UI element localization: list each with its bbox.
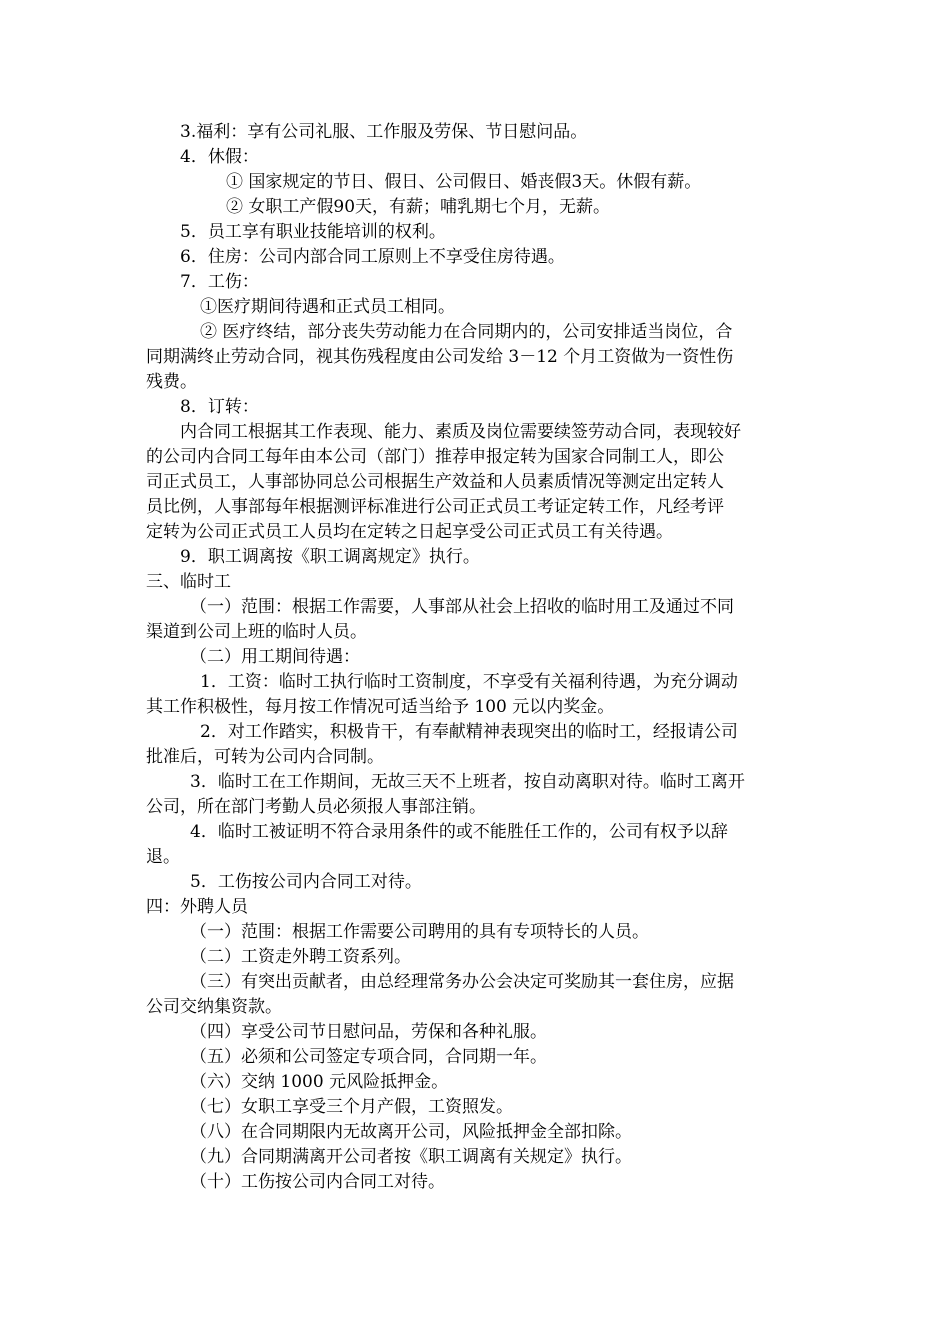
text-line: 4．休假： [180, 147, 259, 167]
text-line: （三）有突出贡献者，由总经理常务办公会决定可奖励其一套住房，应据 [190, 972, 734, 992]
text-line: 批准后，可转为公司内合同制。 [146, 747, 384, 767]
document-body [146, 120, 806, 1195]
text-line: 定转为公司正式员工人员均在定转之日起享受公司正式员工有关待遇。 [146, 522, 673, 542]
text-line: ② 医疗终结，部分丧失劳动能力在合同期内的，公司安排适当岗位，合 [200, 322, 733, 342]
text-line: （一）范围：根据工作需要公司聘用的具有专项特长的人员。 [190, 922, 649, 942]
text-line: 其工作积极性，每月按工作情况可适当给予 100 元以内奖金。 [146, 697, 615, 717]
text-line: 同期满终止劳动合同，视其伤残程度由公司发给 3－12 个月工资做为一资性伤 [146, 347, 734, 367]
text-line: 9．职工调离按《职工调离规定》执行。 [180, 547, 480, 567]
text-line: 退。 [146, 847, 180, 867]
text-line: ② 女职工产假90天，有薪；哺乳期七个月，无薪。 [226, 197, 611, 217]
text-line: （一）范围：根据工作需要，人事部从社会上招收的临时用工及通过不同 [190, 597, 734, 617]
text-line: 司正式员工，人事部协同总公司根据生产效益和人员素质情况等测定出定转人 [146, 472, 724, 492]
text-line: （九）合同期满离开公司者按《职工调离有关规定》执行。 [190, 1147, 632, 1167]
text-line: （十）工伤按公司内合同工对待。 [190, 1172, 445, 1192]
text-line: ①医疗期间待遇和正式员工相同。 [200, 297, 455, 317]
section-heading: 三、临时工 [146, 572, 231, 592]
text-line: 5．员工享有职业技能培训的权利。 [180, 222, 446, 242]
text-line: 7．工伤： [180, 272, 259, 292]
text-line: 员比例，人事部每年根据测评标准进行公司正式员工考证定转工作，凡经考评 [146, 497, 724, 517]
text-line: （七）女职工享受三个月产假，工资照发。 [190, 1097, 513, 1117]
text-line: （二）用工期间待遇： [190, 647, 360, 667]
text-line: （五）必须和公司签定专项合同，合同期一年。 [190, 1047, 547, 1067]
section-heading: 四：外聘人员 [146, 897, 248, 917]
text-line: 1．工资：临时工执行临时工资制度，不享受有关福利待遇，为充分调动 [200, 672, 738, 692]
text-line: 渠道到公司上班的临时人员。 [146, 622, 367, 642]
text-line: 4．临时工被证明不符合录用条件的或不能胜任工作的，公司有权予以辞 [190, 822, 728, 842]
text-line: 残费。 [146, 372, 197, 392]
text-line: （二）工资走外聘工资系列。 [190, 947, 411, 967]
text-line: 5．工伤按公司内合同工对待。 [190, 872, 422, 892]
text-line: （四）享受公司节日慰问品，劳保和各种礼服。 [190, 1022, 547, 1042]
text-line: 3.福利：享有公司礼服、工作服及劳保、节日慰问品。 [180, 122, 588, 142]
text-line: 8．订转： [180, 397, 259, 417]
text-line: 公司，所在部门考勤人员必须报人事部注销。 [146, 797, 486, 817]
text-line: （六）交纳 1000 元风险抵押金。 [190, 1072, 449, 1092]
text-line: 3．临时工在工作期间，无故三天不上班者，按自动离职对待。临时工离开 [190, 772, 745, 792]
text-line: 公司交纳集资款。 [146, 997, 282, 1017]
text-line: （八）在合同期限内无故离开公司，风险抵押金全部扣除。 [190, 1122, 632, 1142]
text-line: 6．住房：公司内部合同工原则上不享受住房待遇。 [180, 247, 565, 267]
text-line: 2．对工作踏实，积极肯干，有奉献精神表现突出的临时工，经报请公司 [200, 722, 738, 742]
text-line: 内合同工根据其工作表现、能力、素质及岗位需要续签劳动合同，表现较好 [180, 422, 741, 442]
text-line: ① 国家规定的节日、假日、公司假日、婚丧假3天。休假有薪。 [226, 172, 702, 192]
text-line: 的公司内合同工每年由本公司（部门）推荐申报定转为国家合同制工人，即公 [146, 447, 724, 467]
